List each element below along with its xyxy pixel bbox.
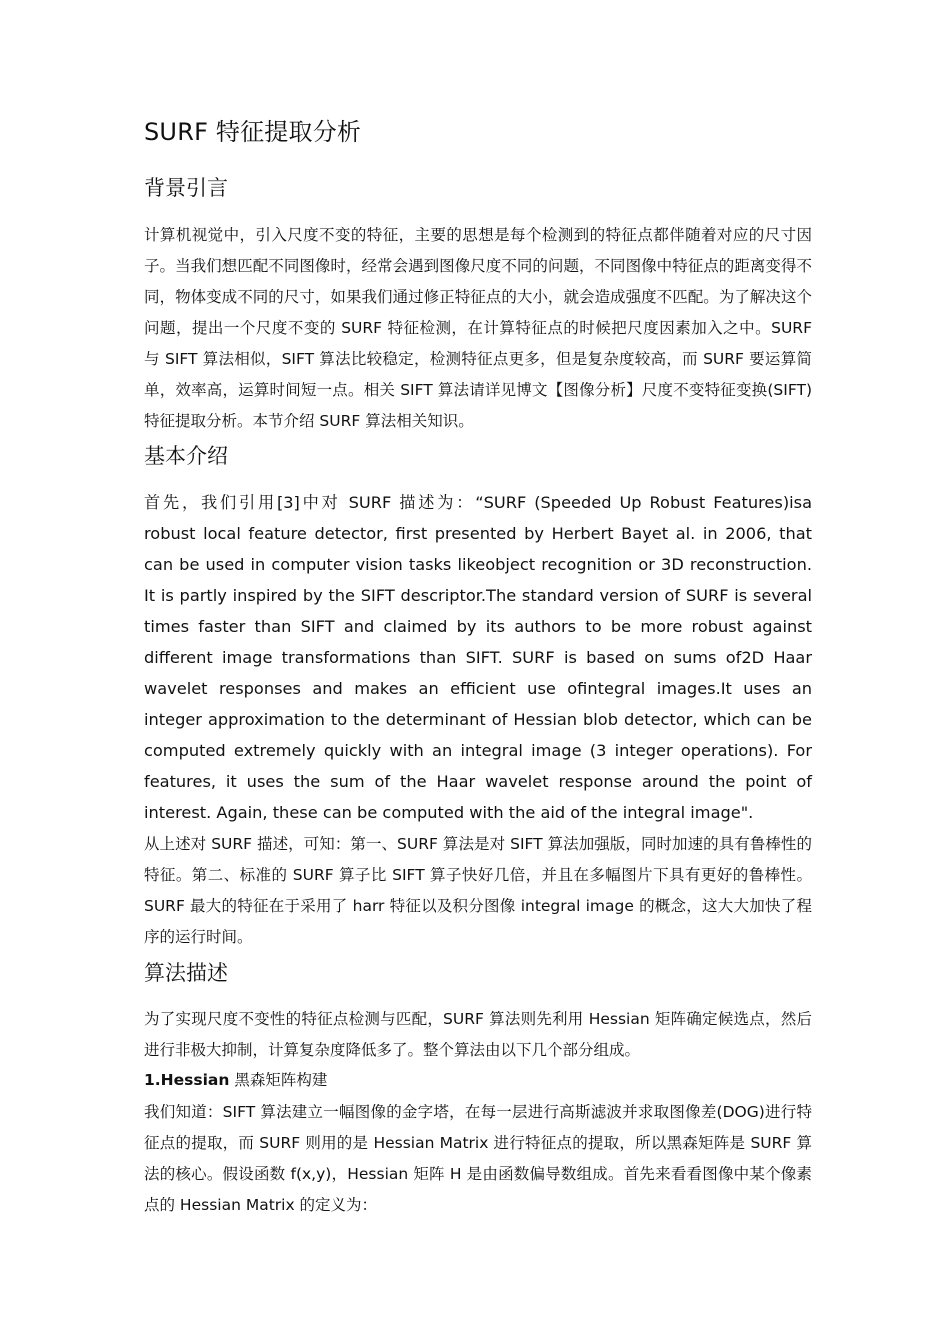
intro-summary-paragraph: 从上述对 SURF 描述，可知：第一、SURF 算法是对 SIFT 算法加强版，同时加速的具有鲁棒性的特征。第二、标准的 SURF 算子比 SIFT 算子快好几倍，并且在多幅图片下具有更好的鲁棒性。SURF 最大的特征在于采用了 harr 特征以及积分图像 integral image 的概念，这大大加快了程序的运行时间。 [144,835,812,946]
document-title: SURF 特征提取分析 [144,118,362,146]
algorithm-paragraph: 为了实现尺度不变性的特征点检测与匹配，SURF 算法则先利用 Hessian 矩阵确定候选点，然后进行非极大抑制，计算复杂度降低多了。整个算法由以下几个部分组成。 [144,1010,812,1059]
subsection-title: 黑森矩阵构建 [229,1071,328,1089]
subsection-heading-hessian [144,1068,327,1090]
section-heading-background: 背景引言 [144,176,228,200]
intro-quote-paragraph: 首先，我们引用[3]中对 SURF 描述为：“SURF (Speeded Up Robust Features)isa robust local feature detector, first presented by Herbert Bayet al. in 2006, that can be used in computer vision tasks likeobject recognition or 3D reconstruction. It is partly inspired by the SIFT descriptor.The standard version of SURF is several times faster than SIFT and claimed by its authors to be more robust against different image transformations than SIFT. SURF is based on sums of2D Haar wavelet responses and makes an efficient use ofintegral images.It uses an integer approximation to the determinant of Hessian blob detector, which can be computed extremely quickly with an integral image (3 integer operations). For features, it uses the sum of the Haar wavelet response around the point of interest. Again, these can be computed with the aid of the integral image". [144,493,812,822]
background-paragraph: 计算机视觉中，引入尺度不变的特征，主要的思想是每个检测到的特征点都伴随着对应的尺寸因子。当我们想匹配不同图像时，经常会遇到图像尺度不同的问题，不同图像中特征点的距离变得不同，物体变成不同的尺寸，如果我们通过修正特征点的大小，就会造成强度不匹配。为了解决这个问题，提出一个尺度不变的 SURF 特征检测，在计算特征点的时候把尺度因素加入之中。SURF 与 SIFT 算法相似，SIFT 算法比较稳定，检测特征点更多，但是复杂度较高，而 SURF 要运算简单，效率高，运算时间短一点。相关 SIFT 算法请详见博文【图像分析】尺度不变特征变换(SIFT)特征提取分析。本节介绍 SURF 算法相关知识。 [144,226,812,430]
hessian-paragraph: 我们知道：SIFT 算法建立一幅图像的金字塔，在每一层进行高斯滤波并求取图像差(DOG)进行特征点的提取，而 SURF 则用的是 Hessian Matrix 进行特征点的提取，所以黑森矩阵是 SURF 算法的核心。假设函数 f(x,y)，Hessian 矩阵 H 是由函数偏导数组成。首先来看看图像中某个像素点的 Hessian Matrix 的定义为： [144,1103,812,1214]
section-heading-algorithm: 算法描述 [144,961,228,985]
subsection-number: 1.Hessian [144,1071,230,1089]
section-heading-intro: 基本介绍 [144,444,228,468]
